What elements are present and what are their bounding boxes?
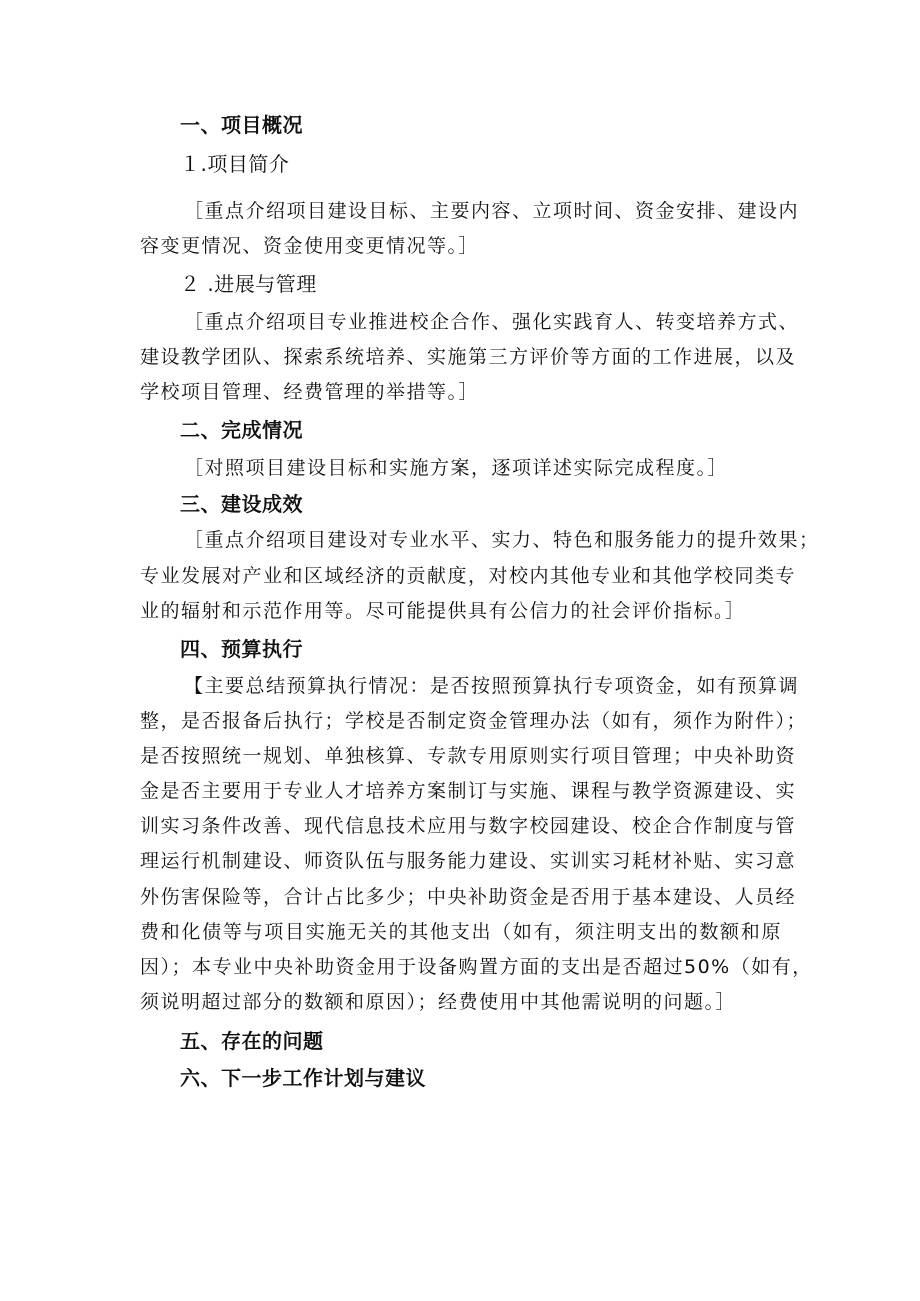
section-heading-results: 三、建设成效 (180, 492, 303, 516)
paragraph-line: 外伤害保险等，合计占比多少；中央补助资金是否用于基本建设、人员经 (140, 886, 797, 908)
paragraph-line: 整，是否报备后执行；学校是否制定资金管理办法（如有，须作为附件）； (140, 710, 808, 732)
subsection-heading-intro: １.项目简介 (180, 152, 290, 176)
paragraph-line: 业的辐射和示范作用等。尽可能提供具有公信力的社会评价指标。］ (140, 600, 746, 622)
paragraph-line: ［重点介绍项目建设对专业水平、实力、特色和服务能力的提升效果； (184, 529, 820, 551)
paragraph-line: 金是否主要用于专业人才培养方案制订与实施、课程与教学资源建设、实 (140, 780, 797, 802)
section-heading-completion: 二、完成情况 (180, 418, 303, 442)
paragraph-line: 是否按照统一规划、单独核算、专款专用原则实行项目管理；中央补助资 (140, 745, 797, 767)
paragraph-line: ［重点介绍项目建设目标、主要内容、立项时间、资金安排、建设内 (184, 200, 800, 222)
paragraph-line: 容变更情况、资金使用变更情况等。］ (140, 235, 480, 257)
paragraph-line: ［对照项目建设目标和实施方案，逐项详述实际完成程度。］ (184, 457, 729, 479)
subsection-heading-progress: ２ .进展与管理 (180, 272, 317, 296)
paragraph-line: 【主要总结预算执行情况：是否按照预算执行专项资金，如有预算调 (184, 675, 800, 697)
section-heading-next-steps: 六、下一步工作计划与建议 (180, 1066, 426, 1090)
section-heading-budget: 四、预算执行 (180, 637, 303, 661)
section-heading-overview: 一、项目概况 (180, 113, 303, 137)
paragraph-line: 建设教学团队、探索系统培养、实施第三方评价等方面的工作进展，以及 (140, 346, 797, 368)
paragraph-line: ［重点介绍项目专业推进校企合作、强化实践育人、转变培养方式、 (184, 311, 800, 333)
section-heading-issues: 五、存在的问题 (180, 1029, 324, 1053)
paragraph-line: 因）；本专业中央补助资金用于设备购置方面的支出是否超过50%（如有， (140, 956, 813, 978)
paragraph-line: 理运行机制建设、师资队伍与服务能力建设、实训实习耗材补贴、实习意 (140, 850, 797, 872)
paragraph-line: 须说明超过部分的数额和原因）；经费使用中其他需说明的问题。］ (140, 991, 737, 1013)
paragraph-line: 费和化债等与项目实施无关的其他支出（如有，须注明支出的数额和原 (140, 921, 782, 943)
paragraph-line: 学校项目管理、经费管理的举措等。］ (140, 381, 480, 403)
paragraph-line: 训实习条件改善、现代信息技术应用与数字校园建设、校企合作制度与管 (140, 815, 797, 837)
paragraph-line: 专业发展对产业和区域经济的贡献度，对校内其他专业和其他学校同类专 (140, 565, 797, 587)
